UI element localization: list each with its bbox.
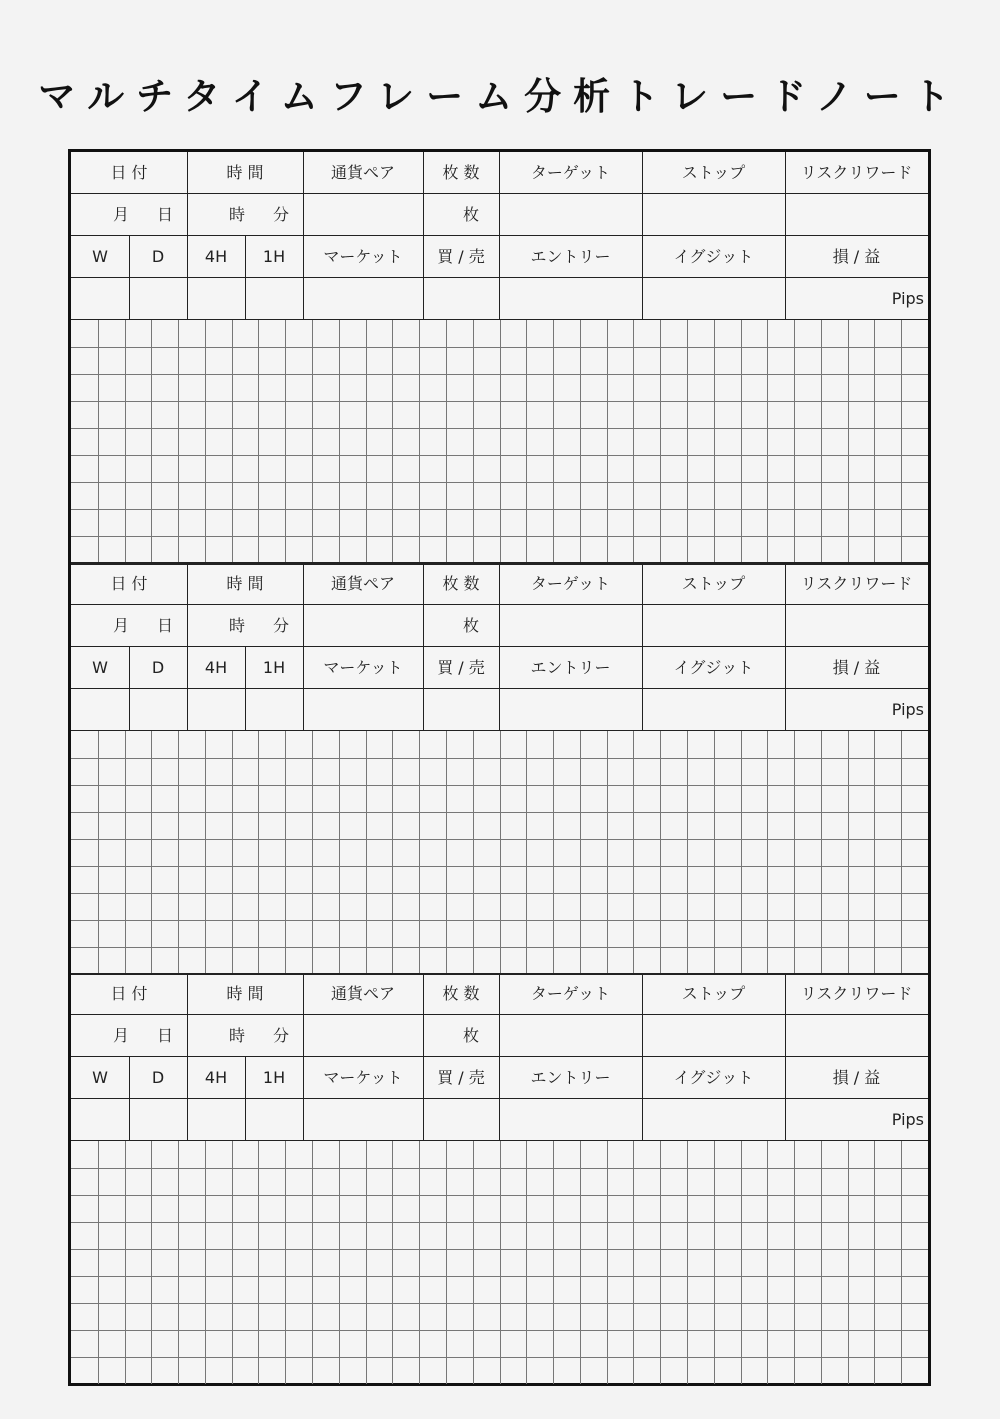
day-label: 日	[157, 1026, 174, 1045]
grid-line-vertical	[392, 731, 393, 974]
four-hour-label: 4H	[204, 1068, 228, 1087]
target-label: ターゲット	[530, 984, 611, 1003]
grid-line-horizontal	[71, 839, 928, 840]
grid-line-vertical	[312, 731, 313, 974]
minute-label: 分	[273, 1026, 290, 1045]
currency-pair-label: 通貨ペア	[330, 984, 395, 1003]
grid-line-vertical	[151, 320, 152, 563]
grid-line-vertical	[821, 1141, 822, 1384]
grid-line-horizontal	[71, 1195, 928, 1196]
grid-line-vertical	[607, 731, 608, 974]
grid-line-horizontal	[71, 1330, 928, 1331]
grid-line-vertical	[714, 320, 715, 563]
lots-label: 枚 数	[442, 163, 480, 182]
grid-line-horizontal	[71, 509, 928, 510]
weekly-label: W	[92, 658, 108, 677]
grid-line-vertical	[178, 1141, 179, 1384]
one-hour-label: 1H	[262, 247, 286, 266]
grid-line-vertical	[633, 731, 634, 974]
month-label: 月	[112, 616, 129, 635]
day-label: 日	[157, 205, 174, 224]
grid-line-vertical	[660, 731, 661, 974]
grid-line-vertical	[232, 1141, 233, 1384]
grid-line-vertical	[848, 1141, 849, 1384]
pips-label: Pips	[891, 289, 924, 308]
grid-line-vertical	[258, 731, 259, 974]
date-label: 日 付	[110, 163, 148, 182]
grid-line-vertical	[419, 731, 420, 974]
stop-label: ストップ	[681, 163, 746, 182]
pips-label: Pips	[891, 700, 924, 719]
lots-label: 枚 数	[442, 574, 480, 593]
grid-line-vertical	[312, 1141, 313, 1384]
date-label: 日 付	[110, 574, 148, 593]
grid-line-vertical	[553, 320, 554, 563]
grid-line-vertical	[901, 320, 902, 563]
grid-line-vertical	[741, 731, 742, 974]
lot-unit-label: 枚	[463, 1026, 480, 1045]
grid-line-horizontal	[71, 455, 928, 456]
grid-line-vertical	[419, 1141, 420, 1384]
risk-reward-label: リスクリワード	[800, 984, 913, 1003]
exit-label: イグジット	[673, 1068, 754, 1087]
day-label: 日	[157, 616, 174, 635]
grid-line-vertical	[607, 320, 608, 563]
risk-reward-label: リスクリワード	[800, 163, 913, 182]
month-label: 月	[112, 1026, 129, 1045]
grid-line-horizontal	[71, 893, 928, 894]
grid-line-vertical	[339, 320, 340, 563]
one-hour-label: 1H	[262, 658, 286, 677]
profit-loss-label: 損 / 益	[832, 247, 881, 266]
grid-line-vertical	[151, 731, 152, 974]
market-label: マーケット	[323, 247, 403, 266]
grid-line-vertical	[526, 731, 527, 974]
grid-line-vertical	[285, 320, 286, 563]
trade-entry-block	[71, 152, 928, 563]
grid-line-vertical	[419, 320, 420, 563]
grid-line-horizontal	[71, 1276, 928, 1277]
grid-line-horizontal	[71, 785, 928, 786]
grid-line-vertical	[258, 1141, 259, 1384]
grid-line-vertical	[98, 731, 99, 974]
grid-line-vertical	[660, 1141, 661, 1384]
hour-label: 時	[228, 205, 245, 224]
grid-line-vertical	[285, 1141, 286, 1384]
grid-line-vertical	[500, 320, 501, 563]
grid-line-horizontal	[71, 812, 928, 813]
grid-line-vertical	[607, 1141, 608, 1384]
grid-line-vertical	[500, 731, 501, 974]
daily-label: D	[151, 1068, 165, 1087]
grid-line-vertical	[714, 731, 715, 974]
grid-line-vertical	[473, 320, 474, 563]
exit-label: イグジット	[673, 658, 754, 677]
grid-line-horizontal	[71, 374, 928, 375]
grid-line-vertical	[794, 731, 795, 974]
grid-line-vertical	[125, 731, 126, 974]
grid-line-vertical	[98, 1141, 99, 1384]
grid-line-vertical	[205, 320, 206, 563]
grid-line-vertical	[874, 731, 875, 974]
grid-line-vertical	[258, 320, 259, 563]
grid-line-vertical	[848, 320, 849, 563]
grid-line-vertical	[339, 731, 340, 974]
stop-label: ストップ	[681, 574, 746, 593]
market-label: マーケット	[323, 658, 403, 677]
trade-note-sheet	[68, 149, 931, 1386]
grid-line-vertical	[874, 1141, 875, 1384]
pips-label: Pips	[891, 1110, 924, 1129]
grid-line-vertical	[178, 731, 179, 974]
grid-line-vertical	[848, 731, 849, 974]
entry-label: エントリー	[530, 247, 611, 266]
stop-label: ストップ	[681, 984, 746, 1003]
grid-line-vertical	[232, 731, 233, 974]
grid-line-horizontal	[71, 1222, 928, 1223]
entry-header-table	[71, 973, 928, 1141]
grid-line-vertical	[98, 320, 99, 563]
grid-line-horizontal	[71, 347, 928, 348]
grid-line-vertical	[125, 320, 126, 563]
entry-label: エントリー	[530, 1068, 611, 1087]
grid-line-vertical	[687, 731, 688, 974]
weekly-label: W	[92, 247, 108, 266]
grid-line-vertical	[794, 1141, 795, 1384]
exit-label: イグジット	[673, 247, 754, 266]
grid-line-vertical	[446, 320, 447, 563]
grid-line-vertical	[821, 320, 822, 563]
currency-pair-label: 通貨ペア	[330, 163, 395, 182]
trade-entry-block	[71, 973, 928, 1384]
entry-header-table	[71, 563, 928, 731]
grid-line-horizontal	[71, 1357, 928, 1358]
grid-line-vertical	[687, 1141, 688, 1384]
lot-unit-label: 枚	[463, 616, 480, 635]
four-hour-label: 4H	[204, 658, 228, 677]
grid-line-horizontal	[71, 758, 928, 759]
grid-line-vertical	[767, 320, 768, 563]
grid-line-vertical	[366, 731, 367, 974]
risk-reward-label: リスクリワード	[800, 574, 913, 593]
grid-line-vertical	[312, 320, 313, 563]
grid-line-vertical	[633, 1141, 634, 1384]
notes-grid	[71, 320, 928, 563]
minute-label: 分	[273, 205, 290, 224]
lots-label: 枚 数	[442, 984, 480, 1003]
time-label: 時 間	[226, 574, 264, 593]
grid-line-vertical	[392, 320, 393, 563]
grid-line-vertical	[446, 731, 447, 974]
grid-line-horizontal	[71, 920, 928, 921]
buy-sell-label: 買 / 売	[437, 1068, 485, 1087]
grid-line-vertical	[151, 1141, 152, 1384]
minute-label: 分	[273, 616, 290, 635]
weekly-label: W	[92, 1068, 108, 1087]
profit-loss-label: 損 / 益	[832, 1068, 881, 1087]
four-hour-label: 4H	[204, 247, 228, 266]
grid-line-vertical	[580, 1141, 581, 1384]
grid-line-horizontal	[71, 536, 928, 537]
grid-line-vertical	[901, 731, 902, 974]
grid-line-vertical	[125, 1141, 126, 1384]
grid-line-vertical	[633, 320, 634, 563]
grid-line-horizontal	[71, 947, 928, 948]
grid-line-vertical	[526, 320, 527, 563]
page-title: マルチタイムフレーム分析トレードノート	[38, 75, 962, 118]
grid-line-vertical	[366, 320, 367, 563]
grid-line-vertical	[392, 1141, 393, 1384]
grid-line-vertical	[553, 731, 554, 974]
time-label: 時 間	[226, 163, 264, 182]
daily-label: D	[151, 658, 165, 677]
grid-line-horizontal	[71, 1168, 928, 1169]
entry-label: エントリー	[530, 658, 611, 677]
profit-loss-label: 損 / 益	[832, 658, 881, 677]
grid-line-vertical	[526, 1141, 527, 1384]
target-label: ターゲット	[530, 574, 611, 593]
grid-line-horizontal	[71, 482, 928, 483]
one-hour-label: 1H	[262, 1068, 286, 1087]
grid-line-vertical	[500, 1141, 501, 1384]
grid-line-vertical	[205, 1141, 206, 1384]
grid-line-vertical	[901, 1141, 902, 1384]
month-label: 月	[112, 205, 129, 224]
lot-unit-label: 枚	[463, 205, 480, 224]
grid-line-vertical	[767, 731, 768, 974]
target-label: ターゲット	[530, 163, 611, 182]
grid-line-vertical	[446, 1141, 447, 1384]
notes-grid	[71, 1141, 928, 1384]
grid-line-vertical	[580, 731, 581, 974]
time-label: 時 間	[226, 984, 264, 1003]
grid-line-horizontal	[71, 1249, 928, 1250]
grid-line-vertical	[821, 731, 822, 974]
daily-label: D	[151, 247, 165, 266]
grid-line-vertical	[339, 1141, 340, 1384]
trade-entry-block	[71, 563, 928, 974]
grid-line-vertical	[285, 731, 286, 974]
grid-line-vertical	[580, 320, 581, 563]
grid-line-horizontal	[71, 401, 928, 402]
notes-grid	[71, 731, 928, 974]
grid-line-vertical	[794, 320, 795, 563]
market-label: マーケット	[323, 1068, 403, 1087]
entry-header-table	[71, 152, 928, 320]
grid-line-vertical	[232, 320, 233, 563]
date-label: 日 付	[110, 984, 148, 1003]
buy-sell-label: 買 / 売	[437, 658, 485, 677]
grid-line-vertical	[741, 1141, 742, 1384]
currency-pair-label: 通貨ペア	[330, 574, 395, 593]
hour-label: 時	[228, 616, 245, 635]
grid-line-horizontal	[71, 1303, 928, 1304]
buy-sell-label: 買 / 売	[437, 247, 485, 266]
grid-line-vertical	[178, 320, 179, 563]
grid-line-vertical	[205, 731, 206, 974]
grid-line-vertical	[473, 731, 474, 974]
hour-label: 時	[228, 1026, 245, 1045]
grid-line-vertical	[553, 1141, 554, 1384]
grid-line-horizontal	[71, 428, 928, 429]
grid-line-vertical	[660, 320, 661, 563]
grid-line-horizontal	[71, 866, 928, 867]
grid-line-vertical	[767, 1141, 768, 1384]
grid-line-vertical	[741, 320, 742, 563]
grid-line-vertical	[874, 320, 875, 563]
grid-line-vertical	[714, 1141, 715, 1384]
grid-line-vertical	[687, 320, 688, 563]
grid-line-vertical	[366, 1141, 367, 1384]
grid-line-vertical	[473, 1141, 474, 1384]
